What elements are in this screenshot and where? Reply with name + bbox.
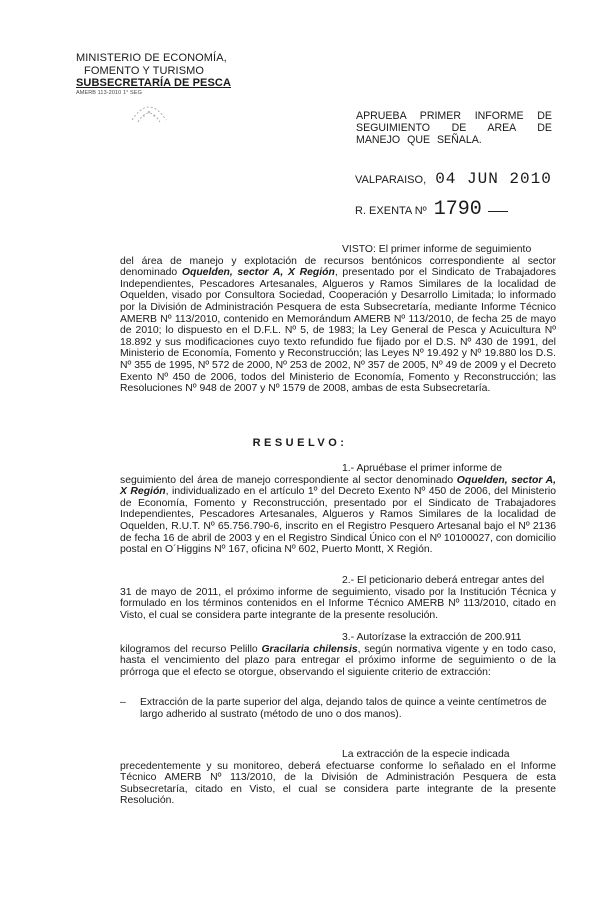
article-1 (120, 463, 556, 556)
resolution-number: 1790 (433, 198, 482, 221)
subsecretaria-name: SUBSECRETARÍA DE PESCA (76, 77, 231, 89)
article-3 (120, 632, 556, 678)
ministry-name-line1: MINISTERIO DE ECONOMÍA, (76, 52, 227, 64)
visto-lead: VISTO: El primer informe de seguimiento (342, 244, 532, 255)
letterhead (76, 52, 231, 97)
article-3-text-1: kilogramos del recurso Pelillo (120, 643, 262, 655)
monitoring-lead: La extracción de la especie indicada (342, 749, 510, 760)
stamped-date: 04 JUN 2010 (435, 170, 552, 188)
monitoring-paragraph (120, 749, 556, 807)
file-reference: AMERB 113-2010 1° SEG (76, 89, 142, 96)
visto-body (120, 256, 556, 395)
place-date-line (355, 170, 552, 188)
resuelvo-heading: RESUELVO: (252, 437, 348, 449)
seal-stamp-icon (128, 92, 170, 128)
number-underline (488, 211, 508, 212)
article-2 (120, 575, 556, 621)
visto-text-2: , presentado por el Sindicato de Trabajadores Independientes, Pescadores Artesanales, Algueros y Ramos Similares de la localidad de Oquelden, visado por Consultora Sociedad, Cooperación y Desarrollo Limitada; lo informado por la División de Administración Pesquera de esta Subsecretaría, mediante Informe Técnico AMERB Nº 113/2010, contenido en Memorándum AMERB Nº 113/2010, de fecha 25 de mayo de 2010; lo dispuesto en el D.F.L. Nº 5, de 1983; la Ley General de Pesca y Acuicultura Nº 18.892 y sus modificaciones cuyo texto refundido fue fijado por el D.S. Nº 430 de 1991, del Ministerio de Economía, Fomento y Reconstrucción; las Leyes Nº 19.492 y Nº 19.880 los D.S. Nº 355 de 1995, Nº 572 de 2000, Nº 253 de 2002, Nº 357 de 2005, Nº 49 de 2009 y el Decreto Exento Nº 450 de 2006, todos del Ministerio de Economía, Fomento y Reconstrucción; las Resoluciones Nº 948 de 2007 y Nº 1579 de 2008, ambas de esta Subsecretaría. (120, 267, 556, 395)
article-3-species-name: Gracilaria chilensis (261, 643, 358, 655)
extraction-criterion-text: Extracción de la parte superior del alga, dejando talos de quince a veinte centímetros de largo adherido al sustrato (método de uno o dos manos). (140, 697, 547, 720)
visto-paragraph (120, 244, 556, 395)
monitoring-body: precedentemente y su monitoreo, deberá efectuarse conforme lo señalado en el Informe Técnico AMERB Nº 113/2010, de la División de Administración Pesquera de esta Subsecretaría, citado en Visto, el cual se considera parte integrante de la presente Resolución. (120, 760, 556, 807)
article-1-lead: 1.- Apruébase el primer informe de (342, 463, 502, 474)
extraction-criterion-item (120, 697, 556, 720)
place-label: VALPARAISO, (355, 174, 427, 186)
article-3-lead: 3.- Autorízase la extracción de 200.911 (342, 632, 522, 643)
article-2-lead: 2.- El peticionario deberá entregar antes del (342, 575, 545, 586)
resolution-label: R. EXENTA Nº (355, 205, 427, 217)
resolution-number-line (355, 198, 508, 221)
article-2-body: 31 de mayo de 2011, el próximo informe de seguimiento, visado por la Institución Técnica y formulado en los términos contenidos en el Informe Técnico AMERB Nº 113/2010, citado en Visto, el cual se considera parte integrante de la presente resolución. (120, 586, 556, 621)
article-3-text-2: , según normativa vigente y en todo caso, hasta el vencimiento del plazo para entregar el próximo informe de seguimiento o de la prórroga que el efecto se otorgue, observando el siguiente criterio de extracción: (120, 643, 556, 678)
visto-text-1: del área de manejo y explotación de recursos bentónicos correspondiente al sector denominado (120, 255, 556, 279)
article-1-text-2: , individualizado en el artículo 1º del Decreto Exento Nº 450 de 2006, del Ministerio de Economía, Fomento y Reconstrucción, presentado por el Sindicato de Trabajadores Independientes, Pescadores Artesanales, Algueros y Ramos Similares de la localidad de Oquelden, R.U.T. Nº 65.756.790-6, inscrito en el Registro Pesquero Artesanal bajo el Nº 2136 de fecha 16 de abril de 2003 y en el Registro Sindical Único con el Nº 10100027, con domicilio postal en O´Higgins Nº 167, oficina Nº 602, Puerto Montt, X Región. (120, 486, 556, 556)
article-3-body (120, 644, 556, 679)
article-1-body (120, 475, 556, 556)
bullet-dash: – (120, 697, 126, 708)
resolution-title: APRUEBA PRIMER INFORME DE SEGUIMIENTO DE AREA DE MANEJO QUE SEÑALA. (356, 110, 552, 146)
visto-sector-name: Oquelden, sector A, X Región (181, 267, 335, 279)
article-1-text-1: seguimiento del área de manejo correspondiente al sector denominado (120, 474, 457, 486)
article-1-sector-name: Oquelden, sector A, X Región (120, 474, 556, 498)
ministry-name-line2: FOMENTO Y TURISMO (84, 64, 205, 77)
